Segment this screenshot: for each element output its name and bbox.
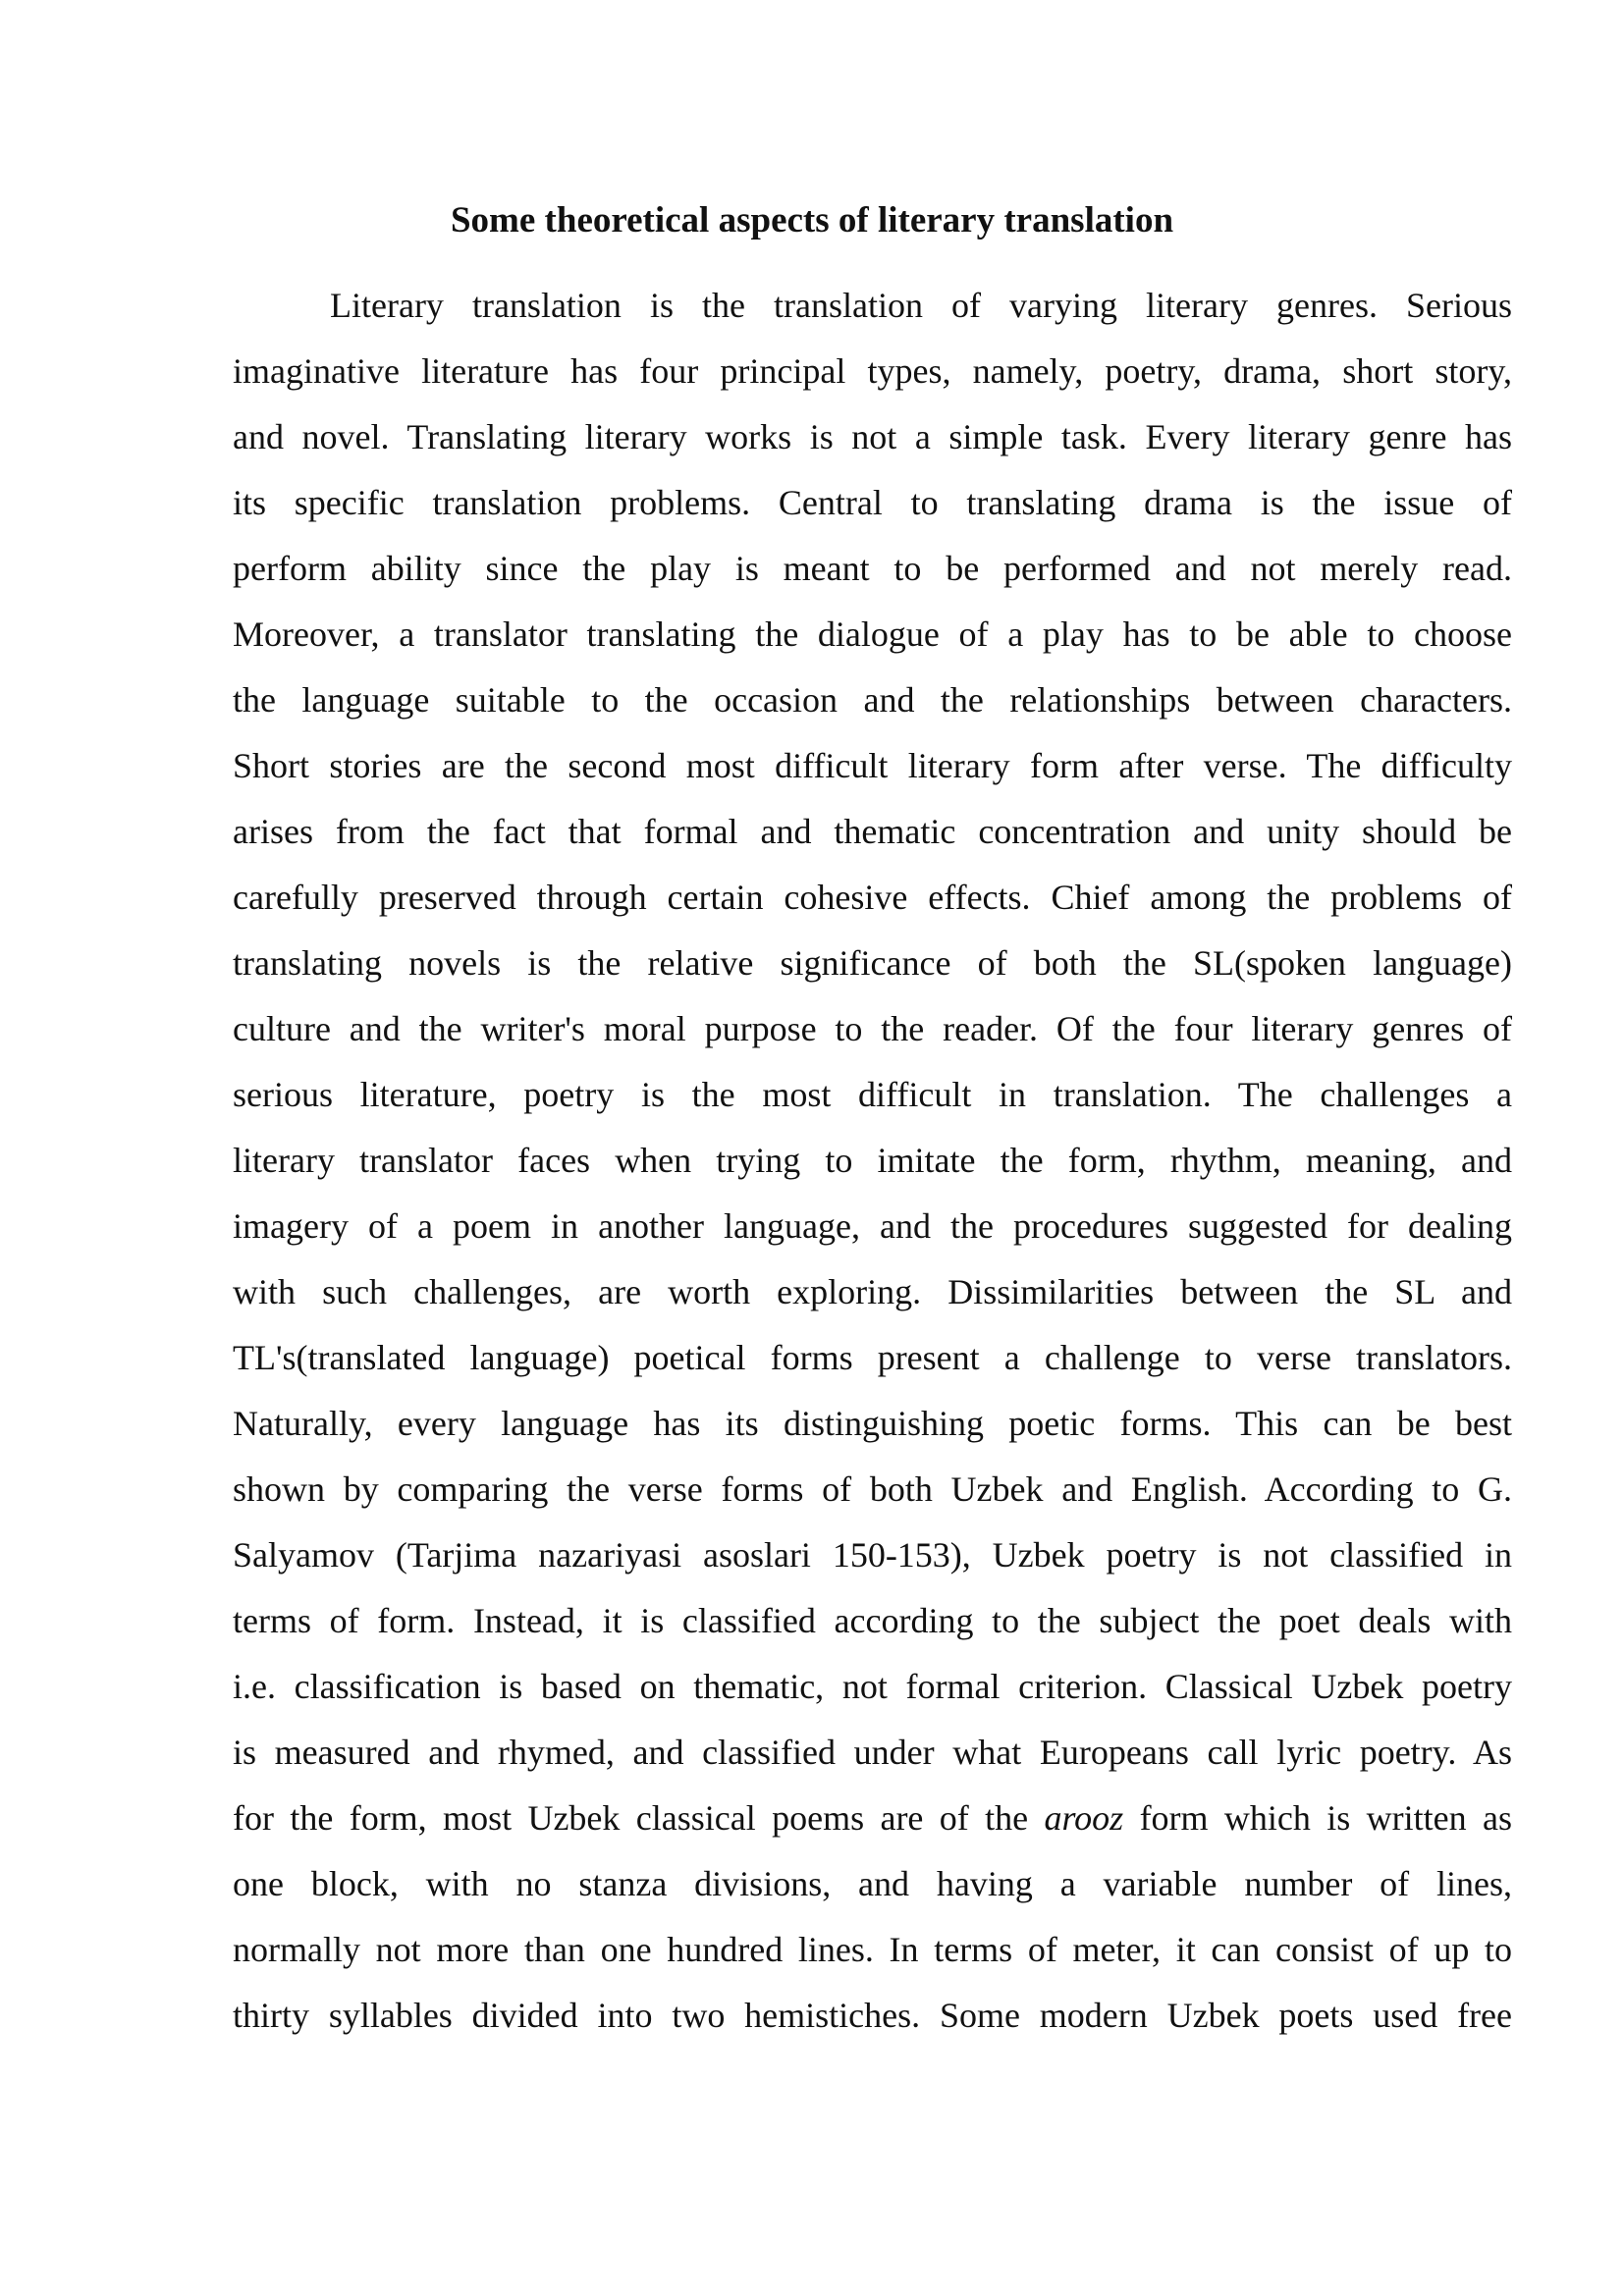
paragraph-line: imaginative literature has four principal types, namely, poetry, drama, short story,	[233, 351, 1512, 391]
paragraph-line: translating novels is the relative significance of both the SL(spoken language)	[233, 943, 1512, 983]
paragraph-line: one block, with no stanza divisions, and having a variable number of lines,	[233, 1864, 1512, 1903]
paragraph-line: Moreover, a translator translating the dialogue of a play has to be able to choose	[233, 614, 1512, 654]
paragraph-line: Short stories are the second most difficult literary form after verse. The difficulty	[233, 746, 1512, 785]
paragraph-line: Salyamov (Tarjima nazariyasi asoslari 150-153), Uzbek poetry is not classified in	[233, 1535, 1512, 1575]
italic-term: arooz	[1044, 1798, 1124, 1838]
paragraph-line: terms of form. Instead, it is classified according to the subject the poet deals with	[233, 1601, 1512, 1640]
paragraph-line: culture and the writer's moral purpose to the reader. Of the four literary genres of	[233, 1009, 1512, 1048]
paragraph-line: serious literature, poetry is the most difficult in translation. The challenges a	[233, 1075, 1512, 1114]
paragraph-line: shown by comparing the verse forms of both Uzbek and English. According to G.	[233, 1469, 1512, 1509]
paragraph-line: is measured and rhymed, and classified under what Europeans call lyric poetry. As	[233, 1733, 1512, 1772]
paragraph-line: arises from the fact that formal and thematic concentration and unity should be	[233, 812, 1512, 851]
paragraph-line: TL's(translated language) poetical forms present a challenge to verse translators.	[233, 1338, 1512, 1377]
paragraph-line: Naturally, every language has its distinguishing poetic forms. This can be best	[233, 1404, 1512, 1443]
paragraph-line: perform ability since the play is meant to be performed and not merely read.	[233, 549, 1512, 588]
paragraph-line: imagery of a poem in another language, and the procedures suggested for dealing	[233, 1206, 1512, 1246]
paragraph-line: its specific translation problems. Central to translating drama is the issue of	[233, 483, 1512, 522]
paragraph-line: literary translator faces when trying to imitate the form, rhythm, meaning, and	[233, 1141, 1512, 1180]
document-title: Some theoretical aspects of literary translation	[450, 200, 1174, 240]
paragraph-line: thirty syllables divided into two hemistiches. Some modern Uzbek poets used free	[233, 1996, 1512, 2035]
paragraph-line: carefully preserved through certain cohesive effects. Chief among the problems of	[233, 878, 1512, 917]
paragraph-line: and novel. Translating literary works is not a simple task. Every literary genre has	[233, 417, 1512, 456]
paragraph-line: the language suitable to the occasion and the relationships between characters.	[233, 680, 1512, 720]
paragraph-line: normally not more than one hundred lines. In terms of meter, it can consist of up to	[233, 1930, 1512, 1969]
line-text-before-italic: for the form, most Uzbek classical poems are of the	[233, 1798, 1029, 1838]
paragraph-line: Literary translation is the translation of varying literary genres. Serious	[330, 286, 1512, 325]
line-text-after-italic: form which is written as	[1139, 1798, 1512, 1838]
paragraph-line-with-italic	[233, 1786, 1512, 1851]
paragraph-line: with such challenges, are worth exploring. Dissimilarities between the SL and	[233, 1272, 1512, 1311]
paragraph-line: i.e. classification is based on thematic, not formal criterion. Classical Uzbek poetry	[233, 1667, 1512, 1706]
